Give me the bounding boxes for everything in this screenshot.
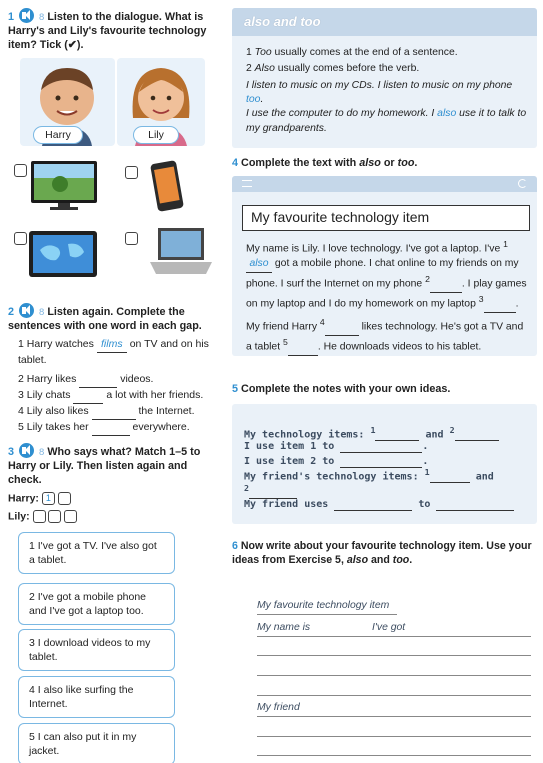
laptop-icon [148,224,212,278]
ex4-text-title: My favourite technology item [251,209,430,225]
laptop-checkbox[interactable] [125,232,138,245]
harry-answer-box-2[interactable] [58,492,71,505]
writing-line-1[interactable] [257,614,397,615]
ex3-harry-answers: Harry: 1 [8,492,71,505]
gap-3[interactable] [484,298,516,314]
ex5-number: 5 [232,383,239,395]
grammar-title: also and too [244,14,321,29]
ex6-number: 6 [232,540,238,552]
grammar-rule-2: 2 Also usually comes before the verb. [246,63,420,75]
ex1-instruction-text: Listen to the dialogue. What is Harry's and Lily's favourite technology item? Tick (✔). [8,11,207,52]
ex2-gap-5[interactable] [92,420,130,436]
harry-answer-box-1[interactable]: 1 [42,492,55,505]
ex4-paragraph-1: My name is Lily. I love technology. I've got a laptop. I've $^1$ also got a mobile phone. I chat online to my friends on my phone. I surf the Internet on my phone $^2$ . I play games on my laptop and I do my homework on my laptop $^3$ . [246,238,531,313]
ex1-instruction [8,8,223,52]
ex2-gap-1[interactable]: films [97,337,127,353]
ex3-lily-answers: Lily: [8,510,77,523]
laptop-image [148,224,212,281]
grammar-example-2: I use the computer to do my homework. I also use it to talk to my grandparents. [246,108,527,134]
ex2-item-3: 3 Lily chats a lot with her friends. [18,388,203,404]
phone-checkbox[interactable] [125,166,138,179]
phone-image [150,160,186,217]
ex2-item-2: 2 Harry likes videos. [18,372,153,388]
ex6-instruction: 6 Now write about your favourite technology item. Use your ideas from Exercise 5, also and too. [232,540,532,567]
ex2-item-1: 1 Harry watches films on TV and on his tablet. [18,338,209,366]
ex5-gap-1[interactable] [375,429,419,441]
ex1-number: 1 [8,11,15,23]
ex3-instruction: 3 8 Who says what? Match 1–5 to Harry or Lily. Then listen again and check. [8,443,223,487]
browser-bar [232,176,537,192]
lily-label: Lily [133,126,179,144]
menu-icon[interactable] [242,180,252,187]
ex5-note-4b: 2 [244,483,297,499]
speech-bubble-2: 2 I've got a mobile phone and I've got a laptop too. [18,583,175,625]
grammar-rule-1: 1 Too usually comes at the end of a sentence. [246,47,458,58]
ex4-text-title-box [242,205,530,231]
writing-line-8[interactable] [257,755,531,756]
gap-4[interactable] [325,320,359,336]
tv-image [30,160,98,215]
ex2-instruction: 2 8 Listen again. Complete the sentences with one word in each gap. [8,303,223,333]
tablet-checkbox[interactable] [14,232,27,245]
writing-line-2[interactable] [257,636,531,637]
ex6-writing-3: My friend [257,702,300,713]
mobile-phone-icon [150,160,186,214]
tv-checkbox[interactable] [14,164,27,177]
audio-icon[interactable] [19,443,34,458]
grammar-title-bar [232,8,537,36]
lily-answer-box-2[interactable] [48,510,61,523]
ex2-gap-4[interactable] [92,404,136,420]
tablet-image [28,230,98,281]
gap-2[interactable] [430,277,462,293]
grammar-example-1: I listen to music on my CDs. I listen to music on my phone too. [246,79,513,106]
gap-5[interactable] [288,341,318,357]
writing-line-6[interactable] [257,716,531,717]
ex5-gap-7[interactable] [334,499,412,511]
ex2-item-5: 5 Lily takes her everywhere. [18,420,190,436]
ex4-instruction: 4 Complete the text with also or too. [232,157,418,169]
ex5-note-4: My friend's technology items: $^1$ and [244,467,494,483]
harry-label: Harry [33,126,83,144]
ex5-note-5: My friend uses to [244,499,514,511]
speech-bubble-3: 3 I download videos to my tablet. [18,629,175,671]
ex6-writing-1: My favourite technology item [257,600,390,611]
writing-line-4[interactable] [257,675,531,676]
gap-1[interactable]: also [246,257,272,273]
grammar-rules [246,46,531,136]
lily-answer-box-3[interactable] [64,510,77,523]
ex6-writing-2b: I've got [372,622,406,633]
ex5-gap-8[interactable] [436,499,514,511]
ex5-gap-2[interactable] [455,429,499,441]
ex6-writing-2a: My name is [257,622,311,633]
writing-line-5[interactable] [257,695,531,696]
ex5-note-3: I use item 2 to . [244,456,429,467]
ex5-gap-6[interactable] [249,487,297,499]
ex2-item-4: 4 Lily also likes the Internet. [18,404,195,420]
ex4-paragraph-2: My friend Harry $^4$ likes technology. He's got a TV and a tablet $^5$ . He downloads videos to his tablet. [246,316,531,356]
ex2-gap-3[interactable] [73,388,103,404]
speech-bubble-4: 4 I also like surfing the Internet. [18,676,175,718]
ex5-gap-5[interactable] [430,471,470,483]
ex5-gap-3[interactable] [340,441,422,453]
writing-line-3[interactable] [257,655,531,656]
ex2-gap-2[interactable] [79,372,117,388]
refresh-icon[interactable] [518,179,527,188]
speech-bubble-1: 1 I've got a TV. I've also got a tablet. [18,532,175,574]
tablet-icon [28,230,98,278]
ex3-number: 3 [8,446,15,458]
audio-icon[interactable] [19,8,34,23]
ex5-note-2: I use item 1 to . [244,441,429,452]
lily-answer-box-1[interactable] [33,510,46,523]
writing-line-7[interactable] [257,736,531,737]
tv-icon [30,160,98,212]
ex2-number: 2 [8,306,15,318]
ex5-note-1: My technology items: $^1$ and $^2$ [244,425,499,441]
ex5-instruction: 5 Complete the notes with your own ideas. [232,383,451,395]
speech-bubble-5: 5 I can also put it in my jacket. [18,723,175,763]
track-number: 8 [39,12,45,23]
ex4-number: 4 [232,157,239,169]
audio-icon[interactable] [19,303,34,318]
